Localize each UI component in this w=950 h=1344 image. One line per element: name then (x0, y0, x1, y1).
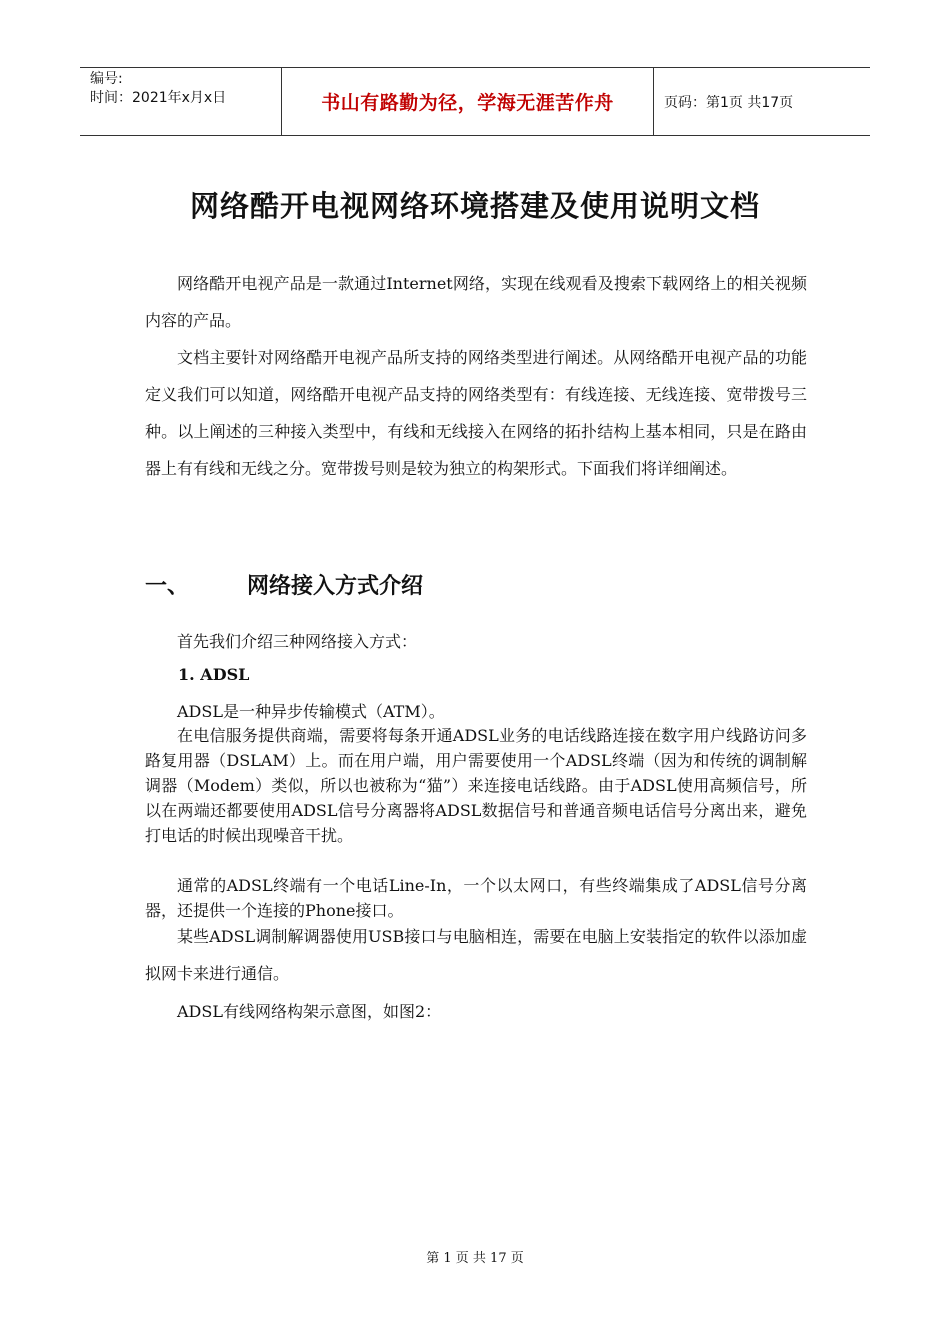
header-motto: 书山有路勤为径，学海无涯苦作舟 (281, 68, 654, 135)
adsl-paragraph-2: 通常的ADSL终端有一个电话Line-In，一个以太网口，有些终端集成了ADSL信号分离器，还提供一个连接的Phone接口。 (145, 876, 807, 920)
section-title: 网络接入方式介绍 (247, 574, 424, 599)
number-label: 编号: (90, 71, 123, 87)
intro-paragraph-2: 文档主要针对网络酷开电视产品所支持的网络类型进行阐述。从网络酷开电视产品的功能定义我们可以知道，网络酷开电视产品支持的网络类型有：有线连接、无线连接、宽带拨号三种。以上阐述的三种接入类型中，有线和无线接入在网络的拓扑结构上基本相同，只是在路由器上有有线和无线之分。宽带拨号则是较为独立的构架形式。下面我们将详细阐述。 (145, 348, 807, 478)
time-label: 时间：2021年x月x日 (90, 90, 227, 106)
document-title: 网络酷开电视网络环境搭建及使用说明文档 (189, 189, 760, 223)
page-footer: 第 1 页 共 17 页 (426, 1251, 524, 1266)
header-page-info: 页码：第1页 共17页 (664, 94, 794, 111)
subsection-heading: 1. ADSL (178, 665, 250, 684)
section-number: 一、 (145, 574, 190, 599)
adsl-paragraph-3: 某些ADSL调制解调器使用USB接口与电脑相连，需要在电脑上安装指定的软件以添加虚拟网卡来进行通信。 (145, 927, 807, 983)
header-meta (80, 68, 281, 135)
adsl-definition: ADSL是一种异步传输模式（ATM）。 (177, 702, 445, 721)
header-table (80, 67, 870, 136)
section-heading (145, 569, 423, 600)
intro-paragraph-1: 网络酷开电视产品是一款通过Internet网络，实现在线观看及搜索下载网络上的相关视频内容的产品。 (145, 274, 807, 330)
adsl-figure-caption: ADSL有线网络构架示意图，如图2： (177, 1002, 442, 1021)
section-intro: 首先我们介绍三种网络接入方式： (177, 632, 418, 651)
adsl-paragraph-1: 在电信服务提供商端，需要将每条开通ADSL业务的电话线路连接在数字用户线路访问多路复用器（DSLAM）上。而在用户端，用户需要使用一个ADSL终端（因为和传统的调制解调器（Modem）类似，所以也被称为“猫”）来连接电话线路。由于ADSL使用高频信号，所以在两端还都要使用ADSL信号分离器将ADSL数据信号和普通音频电话信号分离出来，避免打电话的时候出现噪音干扰。 (145, 726, 807, 845)
